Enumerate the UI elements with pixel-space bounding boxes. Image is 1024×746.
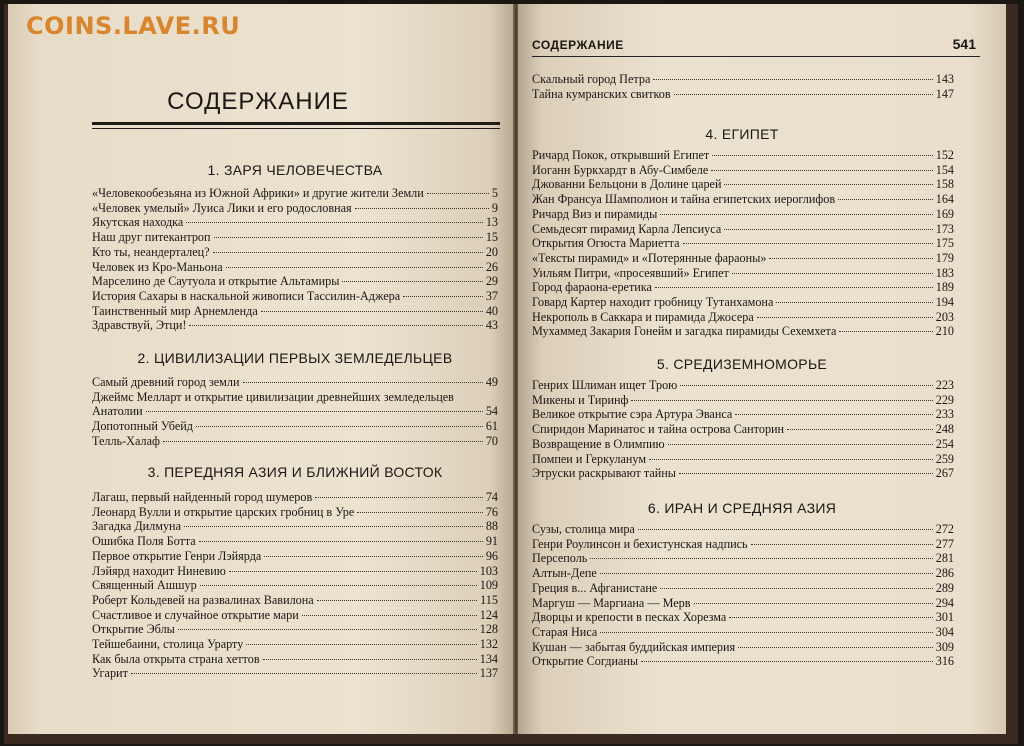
toc-dot-leader xyxy=(724,184,932,185)
toc-entry xyxy=(532,378,954,393)
toc-entry-page: 76 xyxy=(485,504,498,519)
toc-dot-leader xyxy=(712,155,932,156)
toc-entry-title: Возвращение в Олимпию xyxy=(532,436,665,451)
toc-entry xyxy=(92,289,498,304)
toc-entry xyxy=(92,666,498,681)
toc-entry-page: 124 xyxy=(479,607,498,622)
toc-entry-title: Помпеи и Геркуланум xyxy=(532,451,647,466)
toc-entry xyxy=(532,310,954,325)
toc-list-section-6 xyxy=(532,522,954,669)
toc-dot-leader xyxy=(214,237,483,238)
toc-list-section-5 xyxy=(532,378,954,481)
toc-entry xyxy=(92,274,498,289)
toc-entry xyxy=(92,637,498,652)
toc-entry-page: 29 xyxy=(485,274,498,289)
left-page xyxy=(8,4,514,734)
toc-entry-page: 61 xyxy=(485,419,498,434)
toc-entry xyxy=(532,407,954,422)
toc-dot-leader xyxy=(660,588,932,589)
running-head-rule xyxy=(532,56,980,57)
toc-entry-title: Марселино де Саутуола и открытие Альтамиры xyxy=(92,274,340,289)
toc-dot-leader xyxy=(264,556,482,557)
toc-entry-title: Тайна кумранских свитков xyxy=(532,86,671,101)
toc-entry-title: Кушан — забытая буддийская империя xyxy=(532,639,736,654)
toc-entry xyxy=(532,295,954,310)
toc-entry xyxy=(92,215,498,230)
toc-entry-page: 20 xyxy=(485,244,498,259)
toc-entry-title: Наш друг питекантроп xyxy=(92,230,211,245)
toc-entry-title: Джованни Бельцони в Долине царей xyxy=(532,177,722,192)
toc-entry xyxy=(532,437,954,452)
toc-entry-page: 254 xyxy=(935,436,954,451)
toc-entry-title: Тейшебаини, столица Урарту xyxy=(92,637,244,652)
toc-dot-leader xyxy=(694,603,933,604)
toc-entry-page: 154 xyxy=(935,162,954,177)
toc-entry-page: 70 xyxy=(485,433,498,448)
toc-dot-leader xyxy=(638,529,933,530)
toc-dot-leader xyxy=(199,541,483,542)
toc-entry-page: 267 xyxy=(935,466,954,481)
toc-entry xyxy=(532,222,954,237)
toc-list-section-4 xyxy=(532,148,954,339)
toc-entry xyxy=(92,549,498,564)
toc-entry xyxy=(532,236,954,251)
toc-dot-leader xyxy=(355,208,489,209)
toc-entry xyxy=(92,578,498,593)
toc-entry-page: 164 xyxy=(935,192,954,207)
toc-entry xyxy=(532,280,954,295)
toc-entry xyxy=(92,622,498,637)
toc-list-section-2 xyxy=(92,375,498,449)
toc-entry-title: Допотопный Убейд xyxy=(92,419,193,434)
toc-entry-title: Кто ты, неандерталец? xyxy=(92,244,210,259)
toc-dot-leader xyxy=(213,252,483,253)
toc-entry xyxy=(92,519,498,534)
toc-entry xyxy=(532,148,954,163)
toc-entry-title: Открытие Эблы xyxy=(92,622,175,637)
toc-dot-leader xyxy=(738,647,933,648)
toc-entry-title: Таинственный мир Арнемленда xyxy=(92,303,258,318)
toc-dot-leader xyxy=(261,311,483,312)
toc-entry-title: Персеполь xyxy=(532,551,588,566)
toc-entry-title: Священный Ашшур xyxy=(92,578,197,593)
toc-dot-leader xyxy=(724,229,932,230)
toc-entry xyxy=(532,654,954,669)
toc-dot-leader xyxy=(838,199,933,200)
toc-entry-page: 137 xyxy=(479,666,498,681)
toc-dot-leader xyxy=(649,459,933,460)
toc-dot-leader xyxy=(732,273,933,274)
toc-entry-page: 194 xyxy=(935,295,954,310)
toc-entry-page: 158 xyxy=(935,177,954,192)
toc-entry-page: 9 xyxy=(491,200,498,215)
toc-dot-leader xyxy=(315,497,483,498)
toc-entry xyxy=(532,192,954,207)
toc-entry-title: Леонард Вулли и открытие царских гробниц в Уре xyxy=(92,504,355,519)
toc-entry xyxy=(92,186,498,201)
toc-entry xyxy=(92,434,498,449)
toc-entry-page: 143 xyxy=(935,72,954,86)
toc-entry-page: 309 xyxy=(935,639,954,654)
toc-entry-page: 189 xyxy=(935,280,954,295)
toc-entry xyxy=(92,652,498,667)
toc-entry-title: Сузы, столица мира xyxy=(532,522,635,536)
toc-entry-title: Ошибка Поля Ботта xyxy=(92,534,196,549)
toc-entry-page: 74 xyxy=(485,490,498,504)
toc-dot-leader xyxy=(735,414,932,415)
toc-entry-page: 301 xyxy=(935,610,954,625)
toc-dot-leader xyxy=(711,170,932,171)
toc-entry-title: Великое открытие сэра Артура Эванса xyxy=(532,407,733,422)
toc-entry xyxy=(532,177,954,192)
toc-entry-page: 13 xyxy=(485,215,498,230)
toc-dot-leader xyxy=(668,444,933,445)
toc-dot-leader xyxy=(357,512,483,513)
toc-entry-title: Спиридон Маринатос и тайна острова Санторин xyxy=(532,422,785,437)
toc-dot-leader xyxy=(302,615,477,616)
toc-dot-leader xyxy=(776,302,932,303)
title-rule-thick xyxy=(92,122,500,125)
toc-entry xyxy=(532,596,954,611)
toc-entry-page: 248 xyxy=(935,422,954,437)
toc-entry-page: 289 xyxy=(935,580,954,595)
toc-entry-page: 316 xyxy=(935,654,954,669)
toc-dot-leader xyxy=(229,571,477,572)
toc-dot-leader xyxy=(683,243,933,244)
toc-entry xyxy=(532,72,954,87)
toc-dot-leader xyxy=(243,382,483,383)
toc-entry-page: 203 xyxy=(935,309,954,324)
toc-entry xyxy=(532,452,954,467)
toc-entry-page: 109 xyxy=(479,578,498,593)
toc-entry xyxy=(92,390,498,419)
toc-dot-leader xyxy=(246,644,476,645)
toc-dot-leader xyxy=(769,258,932,259)
toc-entry xyxy=(92,375,498,390)
toc-entry-page: 272 xyxy=(935,522,954,536)
toc-dot-leader xyxy=(600,573,933,574)
toc-entry xyxy=(532,266,954,281)
section-heading-2: 2. ЦИВИЛИЗАЦИИ ПЕРВЫХ ЗЕМЛЕДЕЛЬЦЕВ xyxy=(137,350,453,366)
toc-dot-leader xyxy=(189,325,482,326)
toc-dot-leader xyxy=(787,429,933,430)
toc-entry-page: 169 xyxy=(935,206,954,221)
toc-entry-title: Якутская находка xyxy=(92,215,184,230)
toc-dot-leader xyxy=(729,617,932,618)
toc-entry-title: Самый древний город земли xyxy=(92,375,240,389)
toc-entry xyxy=(532,640,954,655)
toc-entry-page: 152 xyxy=(935,148,954,162)
toc-entry-page: 128 xyxy=(479,622,498,637)
toc-dot-leader xyxy=(317,600,477,601)
toc-entry-title: Счастливое и случайное открытие мари xyxy=(92,607,299,622)
toc-dot-leader xyxy=(680,385,932,386)
toc-entry-title: Мухаммед Закария Гонейм и загадка пирамиды Сехемхета xyxy=(532,324,837,339)
toc-dot-leader xyxy=(655,287,933,288)
toc-entry-title: Телль-Халаф xyxy=(92,433,160,448)
toc-entry xyxy=(92,564,498,579)
toc-dot-leader xyxy=(178,629,477,630)
toc-entry-title: «Человекообезьяна из Южной Африки» и другие жители Земли xyxy=(92,186,424,200)
toc-entry-page: 233 xyxy=(935,407,954,422)
toc-entry-page: 91 xyxy=(485,534,498,549)
toc-entry xyxy=(532,324,954,339)
toc-dot-leader xyxy=(131,673,477,674)
title-rule-thin xyxy=(92,128,500,129)
toc-entry-page: 49 xyxy=(485,375,498,389)
toc-entry-page: 294 xyxy=(935,595,954,610)
toc-entry xyxy=(92,593,498,608)
toc-entry-title: Открытие Согдианы xyxy=(532,654,639,669)
toc-entry xyxy=(532,537,954,552)
toc-entry-page: 175 xyxy=(935,236,954,251)
toc-dot-leader xyxy=(631,400,932,401)
toc-entry xyxy=(532,581,954,596)
toc-entry-page: 115 xyxy=(480,592,498,607)
section-heading-5: 5. СРЕДИЗЕМНОМОРЬЕ xyxy=(656,356,828,372)
toc-entry-title: Жан Франсуа Шамполион и тайна египетских иероглифов xyxy=(532,192,836,207)
toc-entry-page: 132 xyxy=(479,637,498,652)
toc-entry-title: Уильям Питри, «просеявший» Египет xyxy=(532,265,729,280)
toc-entry-page: 183 xyxy=(935,265,954,280)
toc-entry-page: 54 xyxy=(485,404,498,419)
toc-entry-title: Иоганн Буркхардт в Абу-Симбеле xyxy=(532,162,709,177)
toc-entry xyxy=(92,534,498,549)
toc-entry-title: Микены и Тиринф xyxy=(532,392,629,407)
toc-entry-title: Как была открыта страна хеттов xyxy=(92,651,260,666)
toc-entry-title: Лагаш, первый найденный город шумеров xyxy=(92,490,313,504)
toc-entry-page: 259 xyxy=(935,451,954,466)
toc-entry-page: 26 xyxy=(485,259,498,274)
toc-entry-title: Дворцы и крепости в песках Хорезма xyxy=(532,610,727,625)
toc-dot-leader xyxy=(641,661,933,662)
toc-entry-page: 223 xyxy=(935,378,954,392)
toc-entry xyxy=(92,304,498,319)
page-number: 541 xyxy=(952,36,976,52)
toc-dot-leader xyxy=(757,317,933,318)
toc-dot-leader xyxy=(403,296,483,297)
toc-entry-page: 179 xyxy=(935,250,954,265)
toc-entry xyxy=(532,551,954,566)
toc-entry xyxy=(92,490,498,505)
toc-dot-leader xyxy=(200,585,477,586)
toc-entry xyxy=(92,608,498,623)
toc-dot-leader xyxy=(674,94,933,95)
toc-dot-leader xyxy=(263,659,477,660)
toc-entry-title: Старая Ниса xyxy=(532,624,598,639)
watermark-text: COINS.LAVE.RU xyxy=(26,12,241,40)
toc-entry-page: 96 xyxy=(485,548,498,563)
toc-entry xyxy=(92,245,498,260)
toc-entry xyxy=(92,419,498,434)
toc-entry xyxy=(532,610,954,625)
toc-entry xyxy=(92,318,498,333)
toc-entry-title: Семьдесят пирамид Карла Лепсиуса xyxy=(532,221,722,236)
toc-entry xyxy=(532,163,954,178)
toc-entry-page: 15 xyxy=(485,230,498,245)
toc-entry-title: Лэйярд находит Ниневию xyxy=(92,563,226,578)
toc-entry-page: 277 xyxy=(935,536,954,551)
toc-entry-page: 173 xyxy=(935,221,954,236)
toc-entry xyxy=(532,207,954,222)
toc-entry-title: Греция в... Афганистане xyxy=(532,580,658,595)
toc-entry-page: 147 xyxy=(935,86,954,101)
toc-entry-title: Маргуш — Маргиана — Мерв xyxy=(532,595,691,610)
toc-list-section-1 xyxy=(92,186,498,333)
toc-dot-leader xyxy=(600,632,932,633)
toc-entry-title: Генрих Шлиман ищет Трою xyxy=(532,378,678,392)
toc-entry-page: 103 xyxy=(479,563,498,578)
toc-entry-page: 43 xyxy=(485,318,498,333)
toc-entry-title: Здравствуй, Этци! xyxy=(92,318,187,333)
toc-dot-leader xyxy=(660,214,932,215)
toc-entry xyxy=(532,422,954,437)
toc-entry-title: История Сахары в наскальной живописи Тассилин-Аджера xyxy=(92,288,401,303)
toc-entry-title: Говард Картер находит гробницу Тутанхамона xyxy=(532,295,774,310)
toc-entry-page: 40 xyxy=(485,303,498,318)
toc-dot-leader xyxy=(196,426,483,427)
toc-entry-title: Джеймс Мелларт и открытие цивилизации древнейших земледельцев xyxy=(92,389,454,404)
toc-dot-leader xyxy=(590,558,932,559)
toc-dot-leader xyxy=(342,281,482,282)
toc-entry-title: Скальный город Петра xyxy=(532,72,651,86)
toc-entry-page: 304 xyxy=(935,624,954,639)
toc-list-continued xyxy=(532,72,954,101)
toc-entry-page: 229 xyxy=(935,392,954,407)
page-title: СОДЕРЖАНИЕ xyxy=(167,88,349,115)
toc-dot-leader xyxy=(751,544,933,545)
section-heading-3: 3. ПЕРЕДНЯЯ АЗИЯ И БЛИЖНИЙ ВОСТОК xyxy=(147,464,443,480)
toc-entry-page: 88 xyxy=(485,519,498,534)
toc-dot-leader xyxy=(839,331,932,332)
toc-entry xyxy=(532,466,954,481)
toc-entry xyxy=(532,522,954,537)
toc-entry-page: 5 xyxy=(491,186,498,200)
section-heading-4: 4. ЕГИПЕТ xyxy=(705,126,779,142)
toc-entry xyxy=(532,251,954,266)
running-head: СОДЕРЖАНИЕ xyxy=(532,38,624,52)
toc-entry-title: Ричард Виз и пирамиды xyxy=(532,206,658,221)
toc-entry xyxy=(92,201,498,216)
toc-entry-page: 37 xyxy=(485,288,498,303)
toc-entry-page: 281 xyxy=(935,551,954,566)
toc-entry xyxy=(92,230,498,245)
toc-entry-title: Город фараона-еретика xyxy=(532,280,652,295)
toc-entry xyxy=(532,625,954,640)
toc-entry-title-continued: Анатолии xyxy=(92,404,143,419)
toc-entry-title: Алтын-Депе xyxy=(532,566,597,581)
toc-entry xyxy=(92,260,498,275)
toc-dot-leader xyxy=(146,411,483,412)
toc-dot-leader xyxy=(186,222,483,223)
toc-entry-title: Человек из Кро-Маньона xyxy=(92,259,223,274)
toc-entry-title: Первое открытие Генри Лэйярда xyxy=(92,548,262,563)
toc-entry xyxy=(532,566,954,581)
toc-entry-page: 134 xyxy=(479,651,498,666)
toc-entry-title: Роберт Кольдевей на развалинах Вавилона xyxy=(92,592,314,607)
toc-entry-title: Генри Роулинсон и бехистунская надпись xyxy=(532,536,748,551)
toc-dot-leader xyxy=(653,79,932,80)
toc-list-section-3 xyxy=(92,490,498,681)
toc-entry-page: 286 xyxy=(935,566,954,581)
toc-entry-title: «Человек умелый» Луиса Лики и его родословная xyxy=(92,200,352,215)
toc-entry-title: Ричард Покок, открывший Египет xyxy=(532,148,710,162)
toc-entry-title: Загадка Дилмуна xyxy=(92,519,181,534)
toc-dot-leader xyxy=(226,267,483,268)
toc-entry xyxy=(92,505,498,520)
toc-entry xyxy=(532,87,954,102)
toc-dot-leader xyxy=(163,441,483,442)
right-page xyxy=(518,4,1006,734)
toc-dot-leader xyxy=(184,526,483,527)
section-heading-6: 6. ИРАН И СРЕДНЯЯ АЗИЯ xyxy=(647,500,837,516)
toc-entry-title: Открытия Огюста Мариетта xyxy=(532,236,680,251)
section-heading-1: 1. ЗАРЯ ЧЕЛОВЕЧЕСТВА xyxy=(207,162,383,178)
toc-entry-title: «Тексты пирамид» и «Потерянные фараоны» xyxy=(532,250,767,265)
toc-entry xyxy=(532,393,954,408)
toc-dot-leader xyxy=(679,473,933,474)
toc-entry-page: 210 xyxy=(935,324,954,339)
toc-entry-title: Этруски раскрывают тайны xyxy=(532,466,677,481)
toc-entry-title: Угарит xyxy=(92,666,128,681)
toc-dot-leader xyxy=(427,193,489,194)
toc-entry-title: Некрополь в Саккара и пирамида Джосера xyxy=(532,309,754,324)
